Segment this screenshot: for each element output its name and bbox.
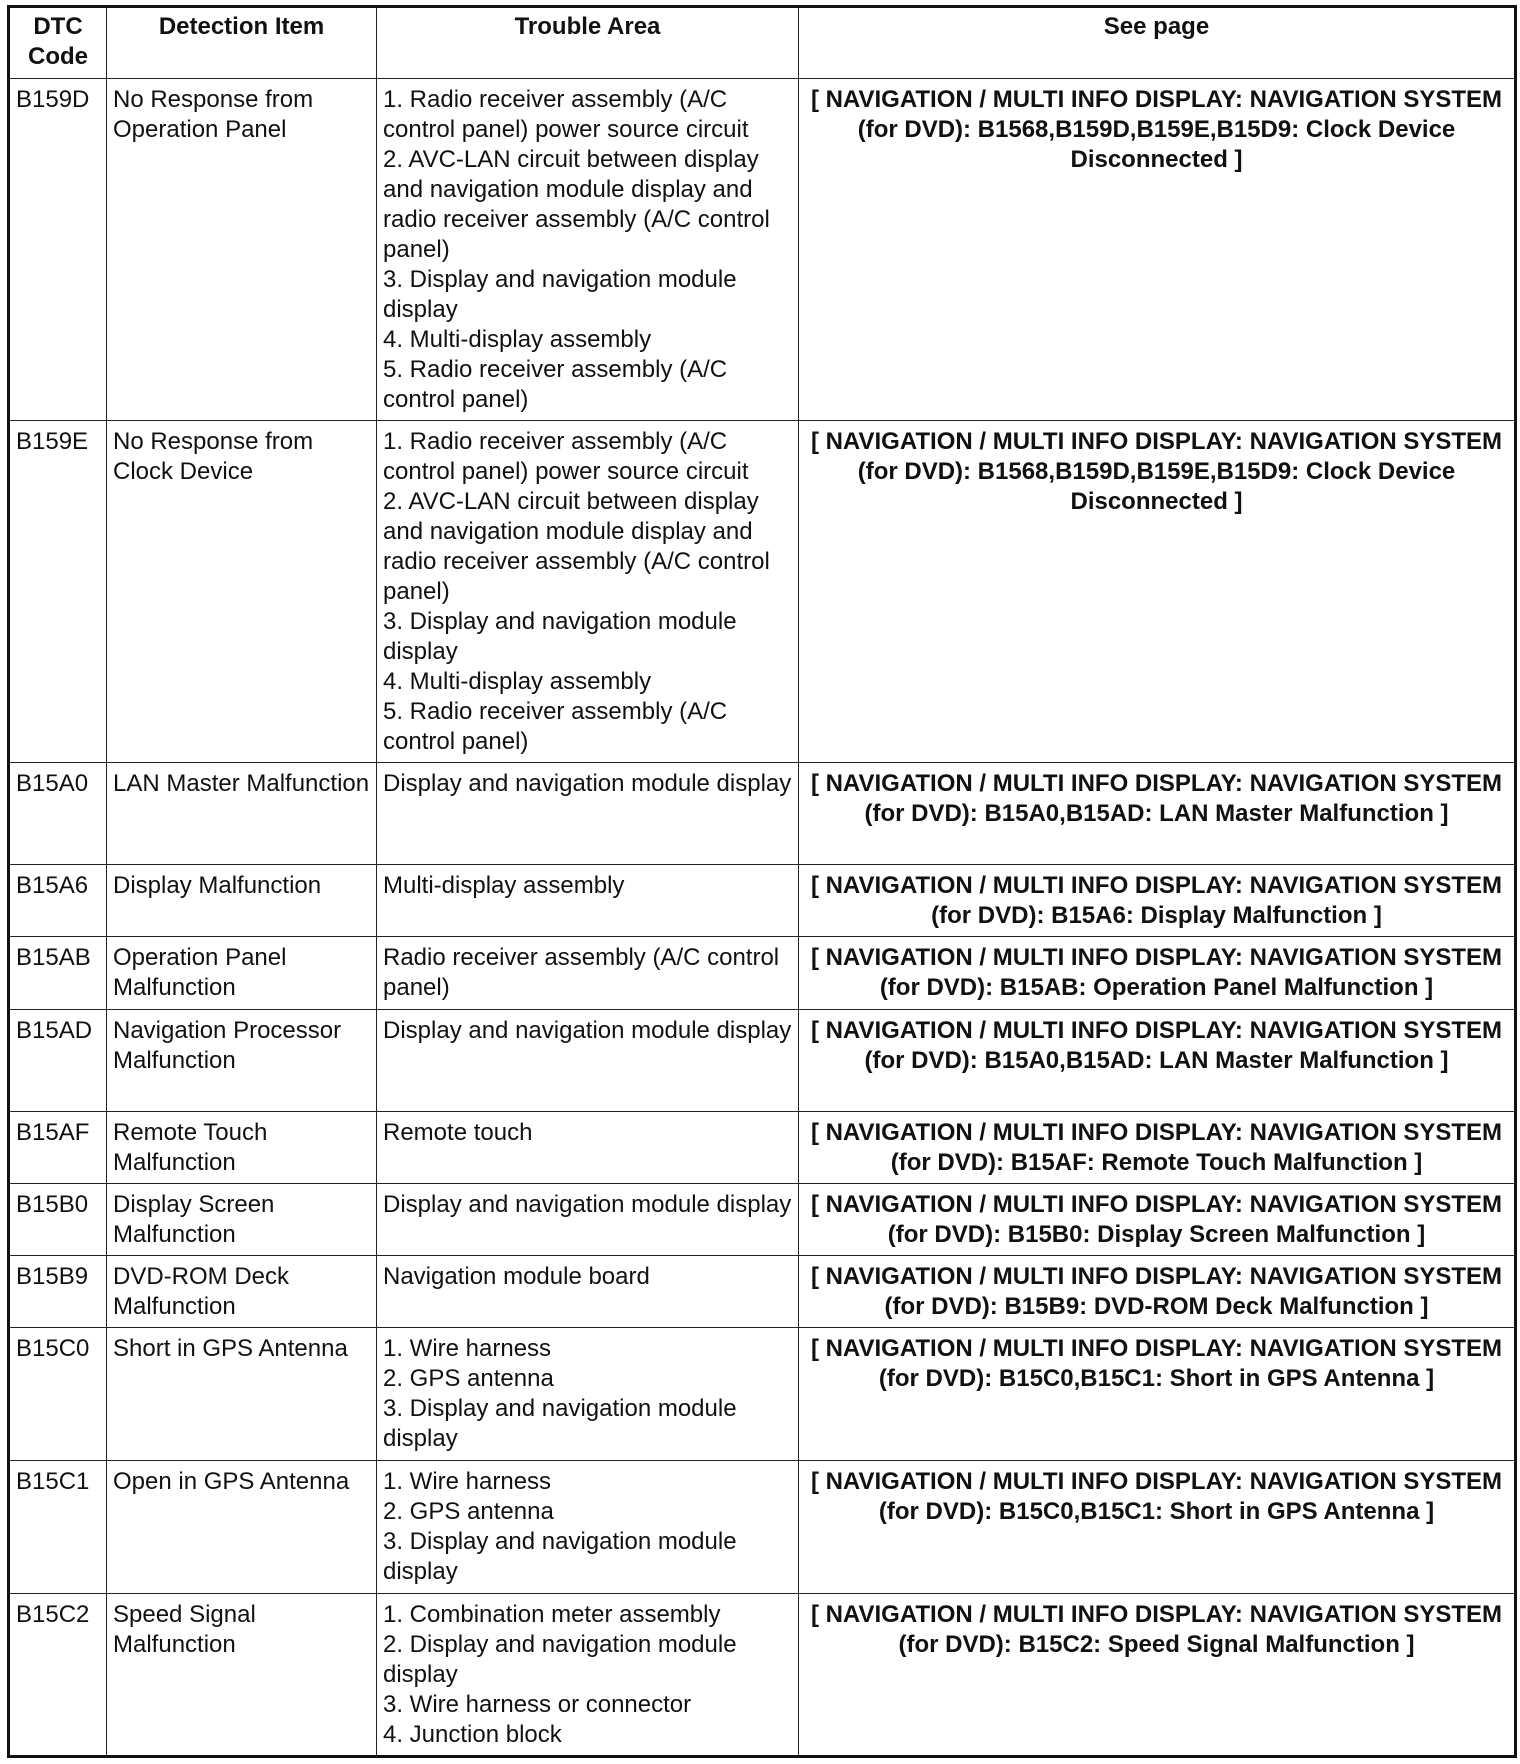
trouble-area-cell [377,1327,799,1460]
table-row [9,1593,1516,1756]
trouble-area-line: 4. Junction block [383,1720,562,1748]
table-row [9,1111,1516,1183]
trouble-area-line: 2. GPS antenna [383,1364,554,1392]
trouble-area-cell [377,763,799,865]
see-page-link[interactable]: [ NAVIGATION / MULTI INFO DISPLAY: NAVIGATION SYSTEM (for DVD): B15AF: Remote Touch Malfunction ] [799,1111,1516,1183]
trouble-area-cell [377,1009,799,1111]
trouble-area-line: Display and navigation module display [383,1016,792,1044]
trouble-area-line: 2. AVC-LAN circuit between display and navigation module display and radio receiver assembly (A/C control panel) [383,146,770,263]
trouble-area-line: 4. Multi-display assembly [383,326,652,353]
trouble-area-line: 1. Radio receiver assembly (A/C control panel) power source circuit [383,86,749,143]
trouble-area-line: Radio receiver assembly (A/C control panel) [383,944,780,1002]
table-row [9,937,1516,1009]
trouble-area-line: Display and navigation module display [383,1190,792,1218]
trouble-area-cell [377,937,799,1009]
see-page-link[interactable]: [ NAVIGATION / MULTI INFO DISPLAY: NAVIGATION SYSTEM (for DVD): B15C2: Speed Signal Malfunction ] [799,1593,1516,1756]
table-row [9,1183,1516,1255]
trouble-area-line: 2. GPS antenna [383,1497,554,1525]
trouble-area-cell [377,1111,799,1183]
see-page-link[interactable]: [ NAVIGATION / MULTI INFO DISPLAY: NAVIGATION SYSTEM (for DVD): B1568,B159D,B159E,B15D9: Clock Device Disconnected ] [799,79,1516,421]
detection-item-cell: Open in GPS Antenna [107,1460,377,1593]
table-row [9,1255,1516,1327]
detection-item-cell: DVD-ROM Deck Malfunction [107,1255,377,1327]
dtc-code-cell: B15AB [9,937,107,1009]
dtc-code-cell: B15C2 [9,1593,107,1756]
trouble-area-cell [377,1460,799,1593]
header-see-page: See page [799,7,1516,79]
dtc-table-sheet [7,5,1514,1758]
detection-item-cell: Operation Panel Malfunction [107,937,377,1009]
detection-item-cell: Short in GPS Antenna [107,1327,377,1460]
header-trouble-area: Trouble Area [377,7,799,79]
trouble-area-line: 4. Multi-display assembly [383,668,652,696]
trouble-area-line: 3. Display and navigation module display [383,1527,737,1585]
trouble-area-cell [377,1183,799,1255]
table-row [9,1327,1516,1460]
trouble-area-line: Remote touch [383,1118,533,1146]
see-page-link[interactable]: [ NAVIGATION / MULTI INFO DISPLAY: NAVIGATION SYSTEM (for DVD): B15C0,B15C1: Short in GPS Antenna ] [799,1460,1516,1593]
header-dtc-code-line1: DTC [33,13,83,40]
trouble-area-line: 3. Display and navigation module display [383,1394,737,1452]
trouble-area-line: 3. Display and navigation module display [383,266,737,323]
trouble-area-cell [377,1593,799,1756]
see-page-link[interactable]: [ NAVIGATION / MULTI INFO DISPLAY: NAVIGATION SYSTEM (for DVD): B1568,B159D,B159E,B15D9: Clock Device Disconnected ] [799,421,1516,763]
trouble-area-cell [377,421,799,763]
header-detection-item: Detection Item [107,7,377,79]
header-dtc-code-line2: Code [28,43,88,70]
table-header-row [9,7,1516,79]
trouble-area-line: 3. Wire harness or connector [383,1690,692,1718]
dtc-code-cell: B15A6 [9,865,107,937]
trouble-area-line: 1. Wire harness [383,1467,552,1495]
trouble-area-cell [377,1255,799,1327]
table-row [9,421,1516,763]
dtc-table [7,5,1517,1758]
trouble-area-line: 5. Radio receiver assembly (A/C control panel) [383,356,728,413]
detection-item-cell: Display Screen Malfunction [107,1183,377,1255]
detection-item-cell: Speed Signal Malfunction [107,1593,377,1756]
dtc-code-cell: B15AD [9,1009,107,1111]
detection-item-cell: Remote Touch Malfunction [107,1111,377,1183]
see-page-link[interactable]: [ NAVIGATION / MULTI INFO DISPLAY: NAVIGATION SYSTEM (for DVD): B15C0,B15C1: Short in GPS Antenna ] [799,1327,1516,1460]
detection-item-cell: Navigation Processor Malfunction [107,1009,377,1111]
trouble-area-line: 1. Wire harness [383,1334,552,1362]
trouble-area-line: Display and navigation module display [383,770,792,798]
see-page-link[interactable]: [ NAVIGATION / MULTI INFO DISPLAY: NAVIGATION SYSTEM (for DVD): B15A0,B15AD: LAN Master Malfunction ] [799,1009,1516,1111]
see-page-link[interactable]: [ NAVIGATION / MULTI INFO DISPLAY: NAVIGATION SYSTEM (for DVD): B15A0,B15AD: LAN Master Malfunction ] [799,763,1516,865]
table-row [9,1009,1516,1111]
trouble-area-line: 3. Display and navigation module display [383,608,737,666]
table-row [9,1460,1516,1593]
dtc-code-cell: B15AF [9,1111,107,1183]
see-page-link[interactable]: [ NAVIGATION / MULTI INFO DISPLAY: NAVIGATION SYSTEM (for DVD): B15B0: Display Screen Malfunction ] [799,1183,1516,1255]
trouble-area-line: 1. Combination meter assembly [383,1600,721,1628]
detection-item-cell: Display Malfunction [107,865,377,937]
table-row [9,763,1516,865]
trouble-area-line: 1. Radio receiver assembly (A/C control panel) power source circuit [383,428,749,486]
dtc-code-cell: B15C1 [9,1460,107,1593]
trouble-area-line: 2. Display and navigation module display [383,1630,737,1688]
trouble-area-line: 5. Radio receiver assembly (A/C control panel) [383,698,728,756]
trouble-area-line: Multi-display assembly [383,872,625,900]
see-page-link[interactable]: [ NAVIGATION / MULTI INFO DISPLAY: NAVIGATION SYSTEM (for DVD): B15A6: Display Malfunction ] [799,865,1516,937]
see-page-link[interactable]: [ NAVIGATION / MULTI INFO DISPLAY: NAVIGATION SYSTEM (for DVD): B15B9: DVD-ROM Deck Malfunction ] [799,1255,1516,1327]
trouble-area-line: Navigation module board [383,1262,650,1290]
dtc-code-cell: B159D [9,79,107,421]
table-row [9,865,1516,937]
detection-item-cell: LAN Master Malfunction [107,763,377,865]
dtc-code-cell: B15B0 [9,1183,107,1255]
dtc-code-cell: B159E [9,421,107,763]
dtc-code-cell: B15A0 [9,763,107,865]
detection-item-cell: No Response from Clock Device [107,421,377,763]
header-dtc-code [9,7,107,79]
table-row [9,79,1516,421]
dtc-code-cell: B15B9 [9,1255,107,1327]
detection-item-cell: No Response from Operation Panel [107,79,377,421]
trouble-area-cell [377,865,799,937]
trouble-area-cell [377,79,799,421]
see-page-link[interactable]: [ NAVIGATION / MULTI INFO DISPLAY: NAVIGATION SYSTEM (for DVD): B15AB: Operation Panel Malfunction ] [799,937,1516,1009]
trouble-area-line: 2. AVC-LAN circuit between display and navigation module display and radio receiver assembly (A/C control panel) [383,488,770,606]
dtc-code-cell: B15C0 [9,1327,107,1460]
